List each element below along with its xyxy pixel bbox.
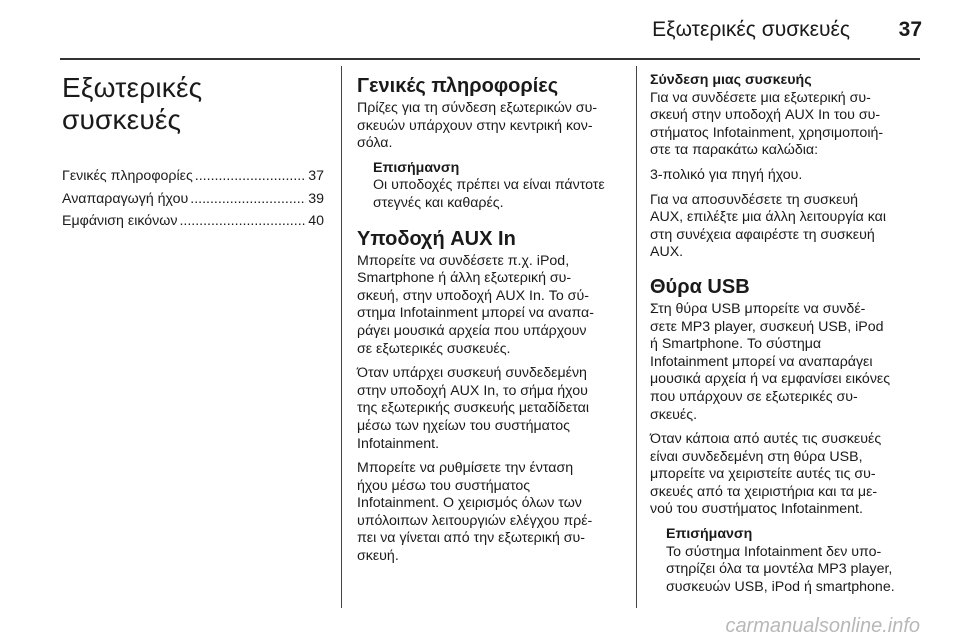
section-title-general: Γενικές πληροφορίες — [357, 75, 559, 97]
chapter-title: Εξωτερικές συσκευές — [62, 72, 203, 135]
section-title-aux: Υποδοχή AUX In — [357, 227, 516, 250]
toc-label: Αναπαραγωγή ήχου — [62, 190, 189, 207]
connect-paragraph-3: Για να αποσυνδέσετε τη συσκευή AUX, επιλέξτε μια άλλη λειτουργία και στη συνέχεια αφαιρέστε τη συσκευή AUX. — [650, 191, 887, 261]
toc-label: Γενικές πληροφορίες — [62, 168, 193, 184]
toc-label: Εμφάνιση εικόνων — [62, 213, 178, 230]
column-2 — [357, 70, 619, 573]
note-title: Επισήμανση — [373, 159, 460, 176]
general-intro: Πρίζες για τη σύνδεση εξωτερικών συ- σκευών υπάρχουν στην κεντρική κον- σόλα. — [357, 100, 598, 152]
toc-page: 39 — [308, 190, 324, 207]
column-divider-1 — [341, 66, 342, 608]
page-header — [0, 18, 960, 48]
column-divider-2 — [636, 66, 637, 608]
aux-paragraph-1: Μπορείτε να συνδέσετε π.χ. iPod, Smartphone ή άλλη εξωτερική συ- σκευή, στην υποδοχή AUX In. Το σύ- στημα Infotainment μπορεί να αναπα- ράγει μουσικά αρχεία που υπάρχουν σε εξωτερικές συσκευές. — [357, 252, 594, 357]
aux-paragraph-2: Όταν υπάρχει συσκευή συνδεδεμένη στην υποδοχή AUX In, το σήμα ήχου της εξωτερικής συσκευής μεταδίδεται μέσω των ηχείων του συστήματος Infotainment. — [357, 365, 589, 452]
page-number: 37 — [898, 18, 922, 41]
connect-paragraph-2: 3-πολικό για πηγή ήχου. — [650, 166, 803, 183]
section-title-usb: Θύρα USB — [650, 275, 750, 298]
usb-note: Επισήμανση Το σύστημα Infotainment δεν υπο- στηρίζει όλα τα μοντέλα MP3 player, συσκευών USB, iPod ή smartphone. — [666, 526, 925, 596]
note-title: Επισήμανση — [666, 526, 753, 543]
toc-entry[interactable] — [62, 168, 324, 186]
general-note: Επισήμανση Οι υποδοχές πρέπει να είναι πάντοτε στεγνές και καθαρές. — [373, 160, 619, 213]
running-title: Εξωτερικές συσκευές — [652, 18, 850, 41]
aux-paragraph-3: Μπορείτε να ρυθμίσετε την ένταση ήχου μέσω του συστήματος Infotainment. Ο χειρισμός όλων των υπόλοιπων λειτουργιών ελέγχου πρέ- πει να γίνεται από την εξωτερική συ- σκευή. — [357, 460, 593, 565]
toc-page: 37 — [308, 168, 324, 184]
usb-paragraph-1: Στη θύρα USB μπορείτε να συνδέ- σετε MP3 player, συσκευή USB, iPod ή Smartphone. Το σύστημα Infotainment μπορεί να αναπαράγει μουσικά αρχεία ή να εμφανίσει εικόνες που υπάρχουν σε εξωτερικές συ- σκευές. — [650, 300, 891, 423]
toc-dots — [195, 168, 306, 186]
table-of-contents — [62, 168, 324, 231]
watermark: carmanualsonline.info — [725, 615, 920, 637]
header-rule — [60, 58, 920, 60]
toc-entry[interactable] — [62, 191, 324, 209]
column-3 — [650, 70, 925, 604]
column-1 — [62, 70, 324, 236]
toc-page: 40 — [308, 213, 324, 230]
connect-paragraph-1: Για να συνδέσετε μια εξωτερική συ- σκευή στην υποδοχή AUX In του συ- στήματος Infotainment, χρησιμοποιή- στε τα παρακάτω καλώδια: — [650, 89, 884, 159]
subsection-title-connect: Σύνδεση μιας συσκευής — [650, 72, 812, 88]
usb-paragraph-2: Όταν κάποια από αυτές τις συσκευές είναι συνδεδεμένη στη θύρα USB, μπορείτε να χειριστείτε αυτές τις συ- σκευές από τα χειριστήρια και τα με- νού του συστήματος Infotainment. — [650, 431, 882, 518]
toc-dots — [179, 213, 306, 231]
toc-dots — [190, 191, 306, 209]
toc-entry[interactable] — [62, 213, 324, 231]
